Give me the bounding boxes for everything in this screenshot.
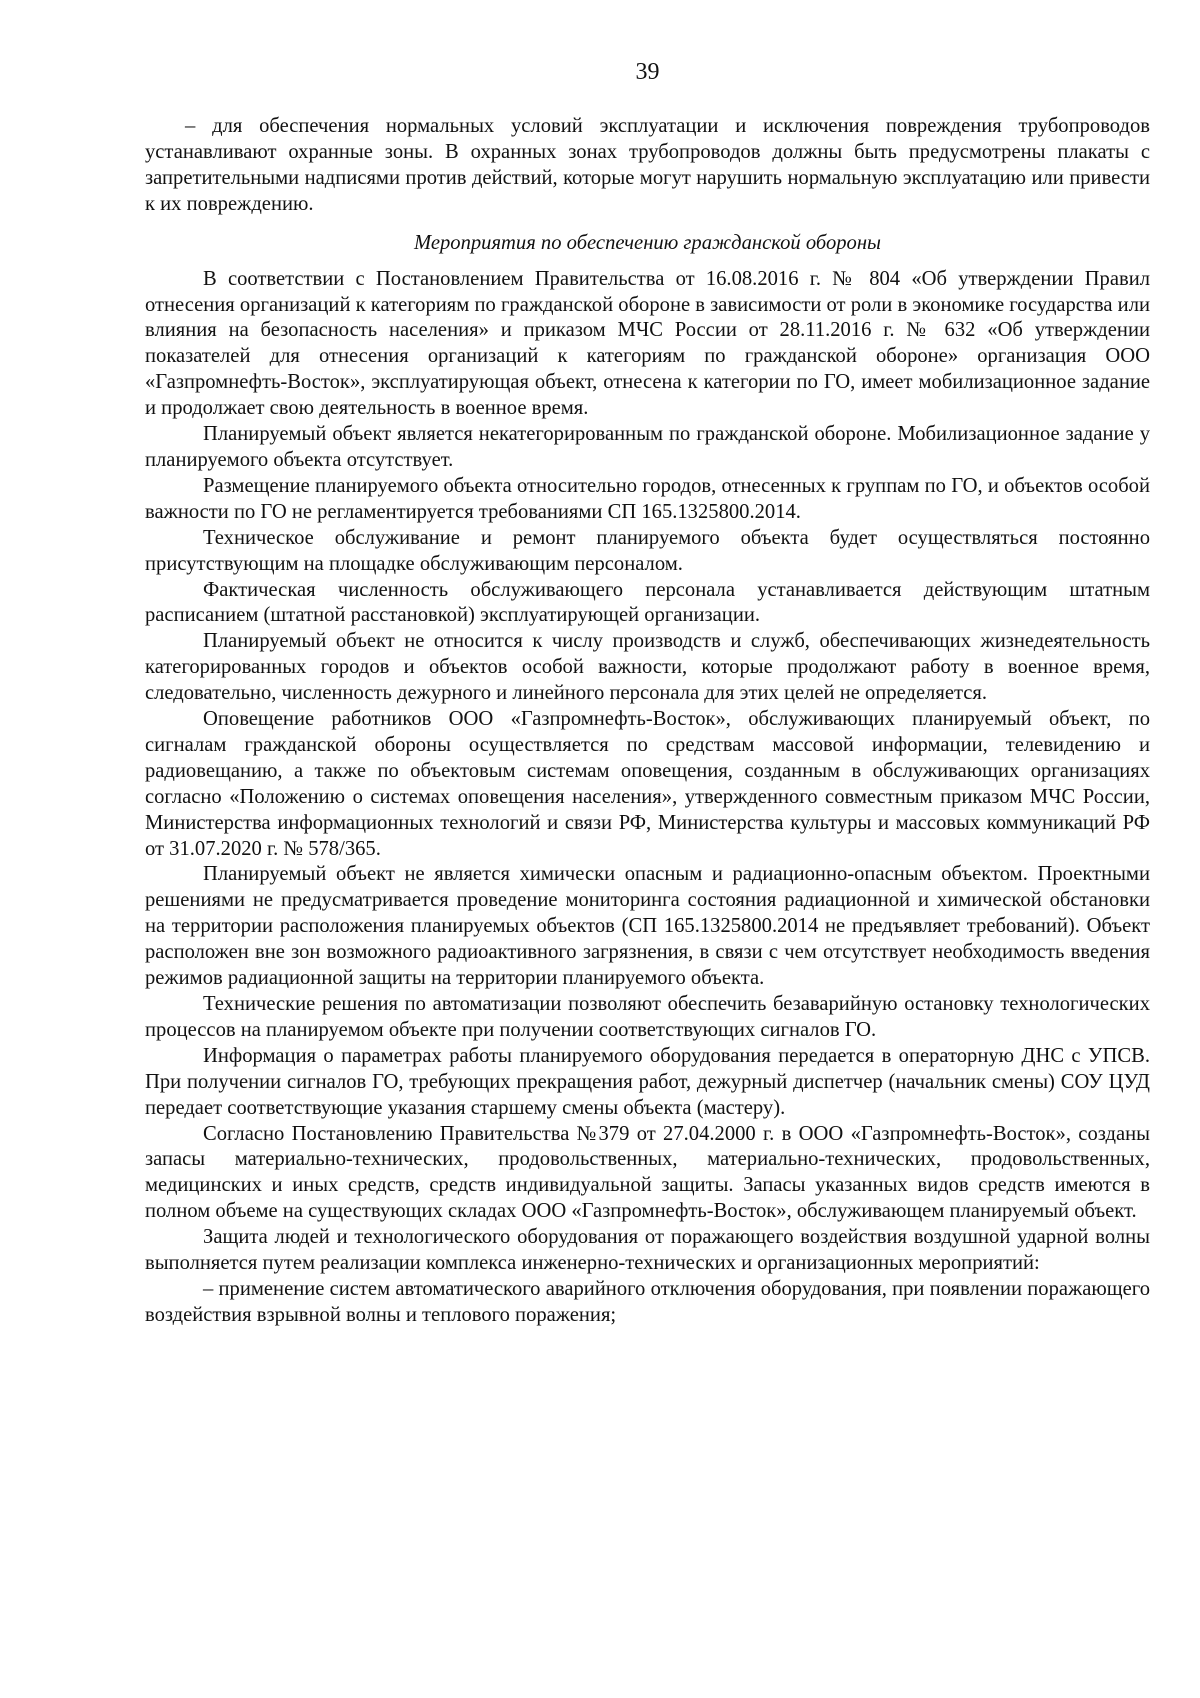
paragraph: Планируемый объект является некатегорированным по гражданской обороне. Мобилизационное задание у планируемого объекта отсутствует. [145,423,1150,471]
paragraph: Планируемый объект не относится к числу производств и служб, обеспечивающих жизнедеятельность категорированных городов и объектов особой важности, которые продолжают работу в военное время, следовательно, численность дежурного и линейного персонала для этих целей не определяется. [145,630,1150,705]
paragraph: Размещение планируемого объекта относительно городов, отнесенных к группам по ГО, и объектов особой важности по ГО не регламентируется требованиями СП 165.1325800.2014. [145,474,1150,523]
document-body [145,114,1150,1329]
paragraph: Фактическая численность обслуживающего персонала устанавливается действующим штатным расписанием (штатной расстановкой) эксплуатирующей организации. [145,578,1150,627]
paragraph: Оповещение работников ООО «Газпромнефть-Восток», обслуживающих планируемый объект, по сигналам гражданской обороны осуществляется по средствам массовой информации, телевидению и радиовещанию, а также по объектовым системам оповещения, созданным в обслуживающих организациях согласно «Положению о системах оповещения населения», утвержденного совместным приказом МЧС России, Министерства информационных технологий и связи РФ, Министерства культуры и массовых коммуникаций РФ от 31.07.2020 г. № 578/365. [145,708,1150,860]
intro-paragraph: – для обеспечения нормальных условий эксплуатации и исключения повреждения трубопроводов устанавливают охранные зоны. В охранных зонах трубопроводов должны быть предусмотрены плакаты с запретительными надписями против действий, которые могут нарушить нормальную эксплуатацию или привести к их повреждению. [145,115,1150,215]
paragraph: Планируемый объект не является химически опасным и радиационно-опасным объектом. Проектными решениями не предусматривается проведение мониторинга состояния радиационной и химической обстановки на территории расположения планируемых объектов (СП 165.1325800.2014 не предъявляет требований). Объект расположен вне зон возможного радиоактивного загрязнения, в связи с чем отсутствует необходимость введения режимов радиационной защиты на территории планируемого объекта. [145,863,1150,990]
paragraph: В соответствии с Постановлением Правительства от 16.08.2016 г. № 804 «Об утверждении Правил отнесения организаций к категориям по гражданской обороне в зависимости от роли в экономике государства или влияния на безопасность населения» и приказом МЧС России от 28.11.2016 г. № 632 «Об утверждении показателей для отнесения организаций к категориям по гражданской обороне» организация ООО «Газпромнефть-Восток», эксплуатирующая объект, отнесена к категории по ГО, имеет мобилизационное задание и продолжает свою деятельность в военное время. [145,267,1150,420]
section-heading: Мероприятия по обеспечению гражданской обороны [413,231,881,254]
paragraph: Информация о параметрах работы планируемого оборудования передается в операторную ДНС с УПСВ. При получении сигналов ГО, требующих прекращения работ, дежурный диспетчер (начальник смены) СОУ ЦУД передает соответствующие указания старшему смены объекта (мастеру). [145,1044,1150,1119]
page-number: 39 [635,59,660,85]
list-item-paragraph: – применение систем автоматического аварийного отключения оборудования, при появлении поражающего воздействия взрывной волны и теплового поражения; [145,1277,1150,1326]
document-page [145,0,1150,1698]
paragraph: Защита людей и технологического оборудования от поражающего воздействия воздушной ударной волны выполняется путем реализации комплекса инженерно-технических и организационных мероприятий: [145,1226,1150,1275]
paragraph: Технические решения по автоматизации позволяют обеспечить безаварийную остановку технологических процессов на планируемом объекте при получении соответствующих сигналов ГО. [145,993,1150,1041]
paragraph: Согласно Постановлению Правительства №379 от 27.04.2000 г. в ООО «Газпромнефть-Восток», созданы запасы материально-технических, продовольственных, материально-технических, продовольственных, медицинских и иных средств, средств индивидуальной защиты. Запасы указанных видов средств имеются в полном объеме на существующих складах ООО «Газпромнефть-Восток», обслуживающем планируемый объект. [145,1122,1150,1223]
paragraph: Техническое обслуживание и ремонт планируемого объекта будет осуществляться постоянно присутствующим на площадке обслуживающим персоналом. [145,526,1150,575]
